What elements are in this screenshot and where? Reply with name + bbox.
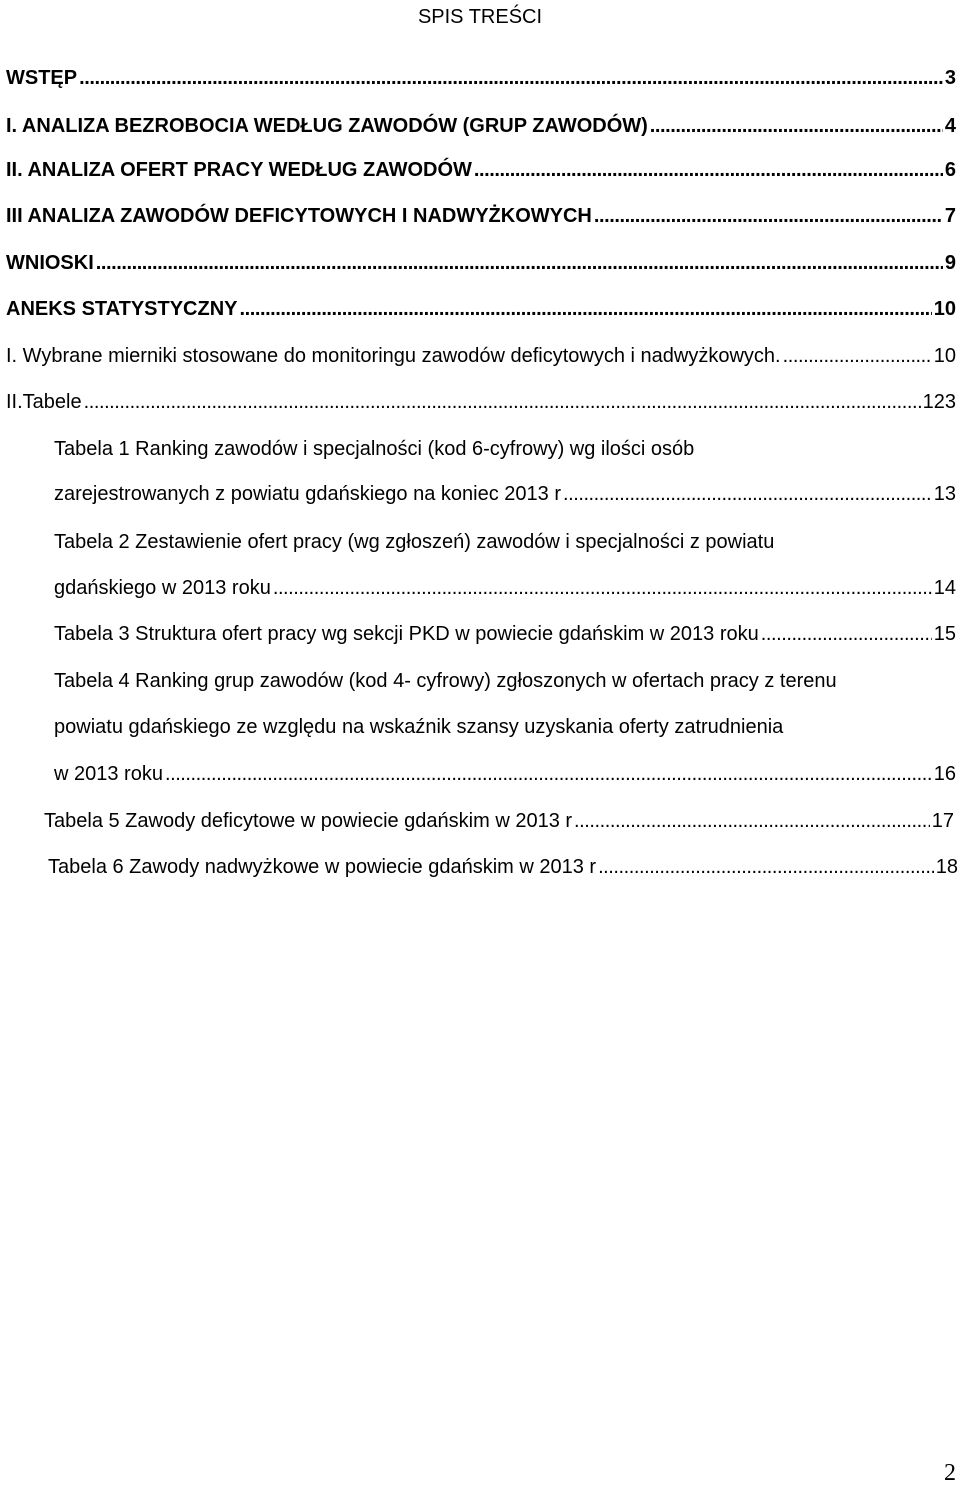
toc-entry-page: 16 (933, 763, 956, 785)
toc-entry-page: 17 (931, 810, 954, 832)
toc-entry-page: 10 (933, 298, 956, 320)
toc-entry-text: II. ANALIZA OFERT PRACY WEDŁUG ZAWODÓW (6, 159, 472, 181)
toc-entry-zawody-deficytowe[interactable] (6, 204, 956, 228)
toc-entry-page: 6 (944, 159, 956, 181)
toc-entry-analiza-ofert[interactable] (6, 158, 956, 182)
toc-leader-dots (240, 297, 932, 321)
toc-entry-text: II.Tabele (6, 391, 82, 413)
toc-entry-tabela-1-line: Tabela 1 Ranking zawodów i specjalności (kod 6-cyfrowy) wg ilości osób (54, 438, 695, 460)
toc-entry-tabela-6[interactable] (48, 855, 958, 879)
toc-entry-text: I. ANALIZA BEZROBOCIA WEDŁUG ZAWODÓW (GRUP ZAWODÓW) (6, 115, 648, 137)
toc-leader-dots (165, 762, 932, 786)
toc-entry-page: 3 (944, 67, 956, 89)
toc-entry-text: WSTĘP (6, 67, 78, 89)
toc-entry-text: Tabela 5 Zawody deficytowe w powiecie gdańskim w 2013 r (44, 810, 573, 832)
toc-entry-text: gdańskiego w 2013 roku (54, 577, 271, 599)
page-number: 2 (944, 1460, 956, 1486)
toc-leader-dots (650, 114, 943, 138)
toc-entry-text: III ANALIZA ZAWODÓW DEFICYTOWYCH I NADWYŻKOWYCH (6, 205, 592, 227)
toc-entry-tabela-4[interactable] (54, 762, 956, 786)
toc-leader-dots (96, 251, 943, 275)
toc-title: SPIS TREŚCI (417, 6, 543, 28)
toc-entry-page: 14 (933, 577, 956, 599)
toc-leader-dots (563, 482, 932, 506)
toc-leader-dots (273, 576, 932, 600)
toc-entry-tabela-2[interactable] (54, 576, 956, 600)
toc-entry-text: w 2013 roku (54, 763, 163, 785)
toc-entry-page: 13 (933, 483, 956, 505)
toc-entry-tabela-5[interactable] (44, 809, 954, 833)
toc-entry-tabela-4-line-1: Tabela 4 Ranking grup zawodów (kod 4- cyfrowy) zgłoszonych w ofertach pracy z terenu (54, 670, 837, 692)
toc-entry-tabela-4-line-2: powiatu gdańskiego ze względu na wskaźnik szansy uzyskania oferty zatrudnienia (54, 716, 784, 738)
toc-entry-text: Tabela 6 Zawody nadwyżkowe w powiecie gdańskim w 2013 r (48, 856, 597, 878)
toc-entry-page: 9 (944, 252, 956, 274)
toc-entry-page: 18 (935, 856, 958, 878)
toc-leader-dots (598, 855, 934, 879)
toc-leader-dots (783, 344, 932, 368)
toc-leader-dots (84, 390, 921, 414)
toc-entry-page: 123 (922, 391, 956, 413)
toc-entry-wnioski[interactable] (6, 251, 956, 275)
toc-entry-page: 10 (933, 345, 956, 367)
toc-entry-tabela-2-line: Tabela 2 Zestawienie ofert pracy (wg zgłoszeń) zawodów i specjalności z powiatu (54, 531, 775, 553)
toc-entry-aneks[interactable] (6, 297, 956, 321)
toc-entry-page: 7 (944, 205, 956, 227)
toc-entry-page: 4 (944, 115, 956, 137)
toc-entry-text: I. Wybrane mierniki stosowane do monitoringu zawodów deficytowych i nadwyżkowych. (6, 345, 781, 367)
toc-entry-tabele[interactable] (6, 390, 956, 414)
toc-entry-text: WNIOSKI (6, 252, 94, 274)
toc-entry-mierniki[interactable] (6, 344, 956, 368)
toc-entry-text: Tabela 3 Struktura ofert pracy wg sekcji PKD w powiecie gdańskim w 2013 roku (54, 623, 759, 645)
toc-entry-analiza-bezrobocia[interactable] (6, 114, 956, 138)
toc-leader-dots (79, 66, 943, 90)
toc-entry-tabela-3[interactable] (54, 622, 956, 646)
toc-leader-dots (474, 158, 943, 182)
toc-entry-text: zarejestrowanych z powiatu gdańskiego na koniec 2013 r (54, 483, 561, 505)
toc-leader-dots (761, 622, 932, 646)
toc-entry-tabela-1[interactable] (54, 482, 956, 506)
toc-entry-wstep[interactable] (6, 66, 956, 90)
toc-entry-page: 15 (933, 623, 956, 645)
toc-leader-dots (574, 809, 930, 833)
toc-leader-dots (594, 204, 943, 228)
toc-entry-text: ANEKS STATYSTYCZNY (6, 298, 238, 320)
